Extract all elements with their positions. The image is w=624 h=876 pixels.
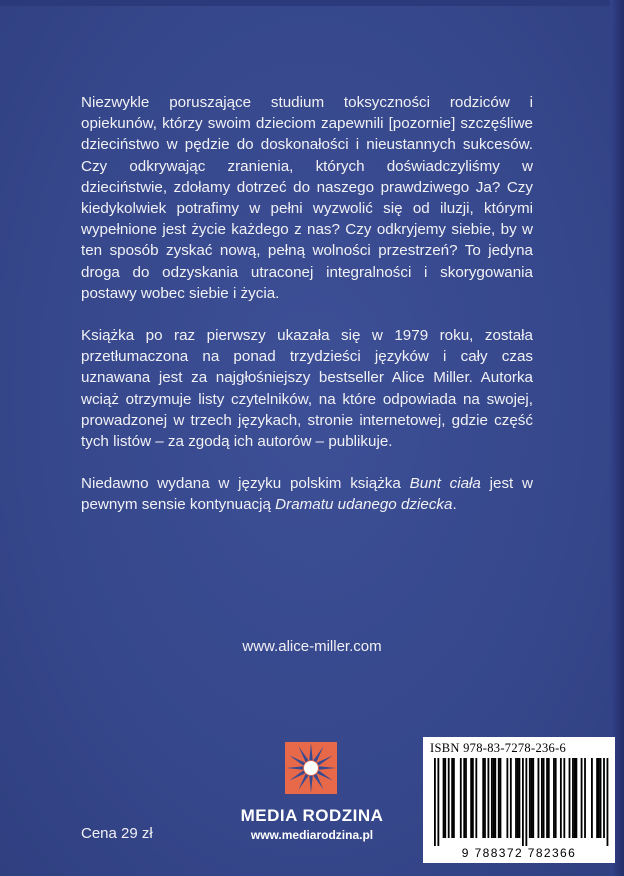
blurb-p3-end: . (452, 496, 457, 514)
blurb-paragraph-2: Książka po raz pierwszy ukazała się w 1979 roku, została przetłumaczona na ponad trzydzieści języków i cały czas uznawana jest za najgłośniejszy bestseller Alice Miller. Autorka wciąż otrzymuje listy czytelników, na które odpowiada na swojej, prowadzonej w trzech językach, stronie internetowej, gdzie część tych listów – za zgodą ich autorów – publikuje. (81, 327, 533, 451)
blurb-text (81, 92, 533, 537)
barcode (434, 758, 610, 846)
book-title-bunt-ciala: Bunt ciała (409, 475, 481, 493)
blurb-p3-mid: jest w pewnym sensie kontynuacją (81, 475, 533, 514)
barcode-digits: 9 788372 782366 (461, 846, 577, 860)
cover-top-edge (0, 0, 624, 6)
blurb-paragraph-1: Niezwykle poruszające studium toksyczności rodziców i opiekunów, którzy swoim dzieciom zapewnili [pozornie] szczęśliwe dzieciństwo w pędzie do doskonałości i nieustannych sukcesów. Czy odkrywając zranienia, których doświadczyliśmy w dzieciństwie, zdołamy dotrzeć do naszego prawdziwego Ja? Czy kiedykolwiek potrafimy w pełni wyzwolić się od iluzji, którymi wypełnione jest życie każdego z nas? Czy odkryjemy siebie, by w ten sposób zyskać nową, pełną wolności przestrzeń? To jedyna droga do odzyskania utraconej integralności i skorygowania postawy wobec siebie i życia. (81, 94, 533, 302)
price-label: Cena 29 zł (81, 825, 153, 842)
author-website: www.alice-miller.com (242, 638, 382, 655)
sunburst-logo-icon (283, 740, 339, 796)
isbn-barcode-box (423, 737, 615, 863)
publisher-url: www.mediarodzina.pl (250, 828, 374, 842)
blurb-paragraph-3 (81, 473, 533, 515)
isbn-label: ISBN 978-83-7278-236-6 (430, 741, 567, 755)
book-title-dramat: Dramatu udanego dziecka (275, 496, 453, 514)
blurb-p3-start: Niedawno wydana w języku polskim książka (81, 475, 410, 493)
publisher-name: MEDIA RODZINA (240, 806, 384, 825)
